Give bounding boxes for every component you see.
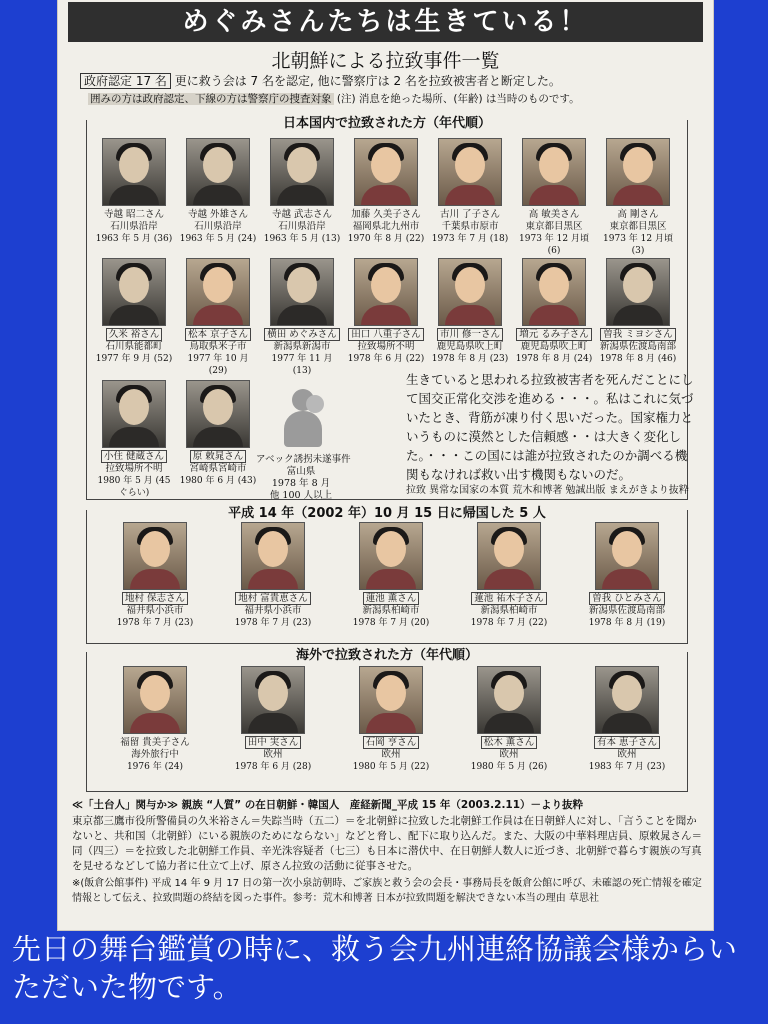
person-place: 新潟県新潟市 bbox=[273, 341, 331, 352]
domestic-heading: 日本国内で拉致された方（年代順） bbox=[87, 112, 687, 131]
legend-text: (注) 消息を絶った場所、(年齢) は当時のものです。 bbox=[336, 93, 580, 105]
document-title: 北朝鮮による拉致事件一覧 bbox=[271, 50, 500, 72]
person-card bbox=[94, 258, 174, 365]
footer-body: 東京都三鷹市役所警備員の久米裕さん＝失踪当時（五二）＝を北朝鮮に拉致した北朝鮮工作員は在日朝鮮人に対し、「言うことを聞かないと、共和国（北朝鮮）にいる親族のためにならない」などと脅し、配下に取り込んだ。また、大阪の中華料理店員、原敕晁さん＝同（四三）＝を拉致した北朝鮮工作員、辛光洙容疑者（七三）も日本に潜伏中、在日朝鮮人数人に近づき、北朝鮮で暮らす親族の写真を見せるなどして協力者に仕立て上げ、原さん拉致の活動に従事させた。 bbox=[72, 815, 702, 872]
person-date: 1978 年 7 月 (23) bbox=[234, 618, 312, 628]
person-card bbox=[262, 258, 342, 377]
person-name: 地村 富貴恵さん bbox=[235, 592, 311, 605]
person-card bbox=[262, 138, 342, 245]
portrait-photo bbox=[354, 258, 418, 326]
portrait-photo bbox=[606, 138, 670, 206]
person-date: 1978 年 8 月 (24) bbox=[515, 354, 593, 364]
person-place: 石川県沿岸 bbox=[110, 221, 158, 232]
person-date: 1977 年 9 月 (52) bbox=[95, 354, 173, 364]
avec-incident bbox=[256, 385, 351, 502]
person-date: 1978 年 8 月 (46) bbox=[599, 354, 677, 364]
person-place: 新潟県佐渡島南部 bbox=[588, 605, 665, 616]
legend-highlight: 囲みの方は政府認定、下線の方は警察庁の捜査対象 bbox=[90, 93, 332, 105]
person-place: 石川県沿岸 bbox=[194, 221, 242, 232]
person-date: 1980 年 6 月 (43) bbox=[179, 476, 257, 486]
person-name: 原 敕晁さん bbox=[190, 450, 247, 463]
overseas-heading: 海外で拉致された方（年代順） bbox=[87, 644, 687, 663]
person-name: 高 敏美さん bbox=[528, 209, 580, 220]
person-name: 松木 薫さん bbox=[481, 736, 538, 749]
person-date: 1973 年 12 月頃 (6) bbox=[519, 234, 589, 256]
person-card bbox=[178, 258, 258, 377]
returned-heading: 平成 14 年（2002 年）10 月 15 日に帰国した 5 人 bbox=[87, 502, 687, 521]
legend-note bbox=[88, 91, 708, 106]
person-date: 1973 年 12 月頃 (3) bbox=[603, 234, 673, 256]
portrait-photo bbox=[270, 138, 334, 206]
person-name: 寺越 外雄さん bbox=[187, 209, 249, 220]
person-name: 蓮池 祐木子さん bbox=[471, 592, 547, 605]
person-place: 福井県小浜市 bbox=[126, 605, 184, 616]
person-name: 福留 貴美子さん bbox=[120, 737, 190, 748]
portrait-photo bbox=[186, 380, 250, 448]
person-card bbox=[98, 522, 212, 629]
person-card bbox=[452, 522, 566, 629]
intro-text: 更に救う会は 7 名を認定, 他に警察庁は 2 名を拉致被害者と断定した。 bbox=[174, 74, 561, 88]
person-card bbox=[98, 666, 212, 773]
person-place: 石川県能都町 bbox=[105, 341, 163, 352]
caption: 先日の舞台鑑賞の時に、救う会九州連絡協議会様からいただいた物です。 bbox=[12, 932, 738, 1004]
person-card bbox=[94, 138, 174, 245]
person-place: 東京都目黒区 bbox=[525, 221, 583, 232]
person-name: 古川 了子さん bbox=[439, 209, 501, 220]
person-place: 東京都目黒区 bbox=[609, 221, 667, 232]
flyer bbox=[58, 0, 713, 930]
portrait-photo bbox=[102, 258, 166, 326]
person-date: 1963 年 5 月 (13) bbox=[263, 234, 341, 244]
silhouette-icon bbox=[270, 385, 332, 451]
person-name: 高 剛さん bbox=[617, 209, 659, 220]
person-date: 1963 年 5 月 (24) bbox=[179, 234, 257, 244]
portrait-photo bbox=[123, 666, 187, 734]
avec-line1: アベック誘拐未遂事件 bbox=[256, 454, 351, 465]
person-name: 加藤 久美子さん bbox=[351, 209, 421, 220]
person-card bbox=[514, 138, 594, 257]
person-place: 欧州 bbox=[381, 749, 401, 760]
person-date: 1978 年 8 月 (23) bbox=[431, 354, 509, 364]
person-name: 横田 めぐみさん bbox=[264, 328, 340, 341]
person-date: 1980 年 5 月 (26) bbox=[470, 762, 548, 772]
portrait-photo bbox=[102, 138, 166, 206]
person-card bbox=[178, 380, 258, 487]
portrait-photo bbox=[270, 258, 334, 326]
person-date: 1970 年 8 月 (22) bbox=[347, 234, 425, 244]
person-place: 欧州 bbox=[617, 749, 637, 760]
footer-heading: ≪「土台人」関与か≫ 親族 “人質” の在日朝鮮・韓国人 産経新聞_平成 15 年（2003.2.11）－より抜粋 bbox=[72, 799, 584, 811]
person-date: 1973 年 7 月 (18) bbox=[431, 234, 509, 244]
person-card bbox=[598, 138, 678, 257]
person-place: 新潟県柏崎市 bbox=[362, 605, 420, 616]
portrait-photo bbox=[438, 258, 502, 326]
person-card bbox=[598, 258, 678, 365]
person-card bbox=[430, 258, 510, 365]
person-name: 蓮池 薫さん bbox=[363, 592, 420, 605]
person-name: 小住 健蔵さん bbox=[101, 450, 167, 463]
portrait-photo bbox=[241, 666, 305, 734]
person-date: 1978 年 7 月 (23) bbox=[116, 618, 194, 628]
person-date: 1978 年 7 月 (22) bbox=[470, 618, 548, 628]
person-date: 1963 年 5 月 (36) bbox=[95, 234, 173, 244]
portrait-photo bbox=[123, 522, 187, 590]
person-name: 田口 八重子さん bbox=[348, 328, 424, 341]
person-name: 曽我 ひとみさん bbox=[589, 592, 665, 605]
person-name: 久米 裕さん bbox=[106, 328, 163, 341]
portrait-photo bbox=[595, 522, 659, 590]
portrait-photo bbox=[186, 138, 250, 206]
person-card bbox=[334, 666, 448, 773]
person-date: 1977 年 11 月 (13) bbox=[271, 354, 333, 376]
person-name: 田中 実さん bbox=[245, 736, 302, 749]
person-card bbox=[346, 258, 426, 365]
person-date: 1980 年 5 月 (22) bbox=[352, 762, 430, 772]
portrait-photo bbox=[241, 522, 305, 590]
person-card bbox=[216, 666, 330, 773]
person-date: 1983 年 7 月 (23) bbox=[588, 762, 666, 772]
statement-body: 生きていると思われる拉致被害者を死んだことにして国交正常化交渉を進める・・・。私はこれに気づいたとき、背筋が凍り付く思いだった。国家権力というものに漠然とした信頼感・・は大きく変化した。・・・この国には誰が拉致されたのか調べる機関もなければ救い出す機関もないのだ。 bbox=[406, 372, 694, 482]
portrait-photo bbox=[359, 522, 423, 590]
person-place: 海外旅行中 bbox=[131, 749, 179, 760]
person-date: 1978 年 8 月 (19) bbox=[588, 618, 666, 628]
person-place: 拉致場所不明 bbox=[357, 341, 415, 352]
portrait-photo bbox=[595, 666, 659, 734]
person-name: 寺越 武志さん bbox=[271, 209, 333, 220]
person-name: 曽我 ミヨシさん bbox=[600, 328, 676, 341]
person-date: 1978 年 6 月 (22) bbox=[347, 354, 425, 364]
person-name: 増元 るみ子さん bbox=[516, 328, 592, 341]
person-place: 千葉県市原市 bbox=[441, 221, 499, 232]
person-place: 鳥取県米子市 bbox=[189, 341, 247, 352]
person-date: 1976 年 (24) bbox=[126, 762, 184, 772]
person-place: 欧州 bbox=[263, 749, 283, 760]
person-card bbox=[452, 666, 566, 773]
portrait-photo bbox=[186, 258, 250, 326]
person-name: 地村 保志さん bbox=[122, 592, 188, 605]
person-name: 有本 恵子さん bbox=[594, 736, 660, 749]
person-name: 石岡 亨さん bbox=[363, 736, 420, 749]
person-card bbox=[514, 258, 594, 365]
person-card bbox=[178, 138, 258, 245]
portrait-photo bbox=[102, 380, 166, 448]
banner-title: めぐみさんたちは生きている！ bbox=[68, 2, 703, 42]
person-place: 拉致場所不明 bbox=[105, 463, 163, 474]
person-place: 鹿児島県吹上町 bbox=[520, 341, 588, 352]
person-name: 市川 修一さん bbox=[437, 328, 503, 341]
portrait-photo bbox=[359, 666, 423, 734]
person-date: 1977 年 10 月 (29) bbox=[187, 354, 249, 376]
person-card bbox=[570, 666, 684, 773]
person-place: 福岡県北九州市 bbox=[352, 221, 420, 232]
person-date: 1978 年 7 月 (20) bbox=[352, 618, 430, 628]
avec-line3: 1978 年 8 月 bbox=[271, 478, 331, 489]
statement-quote bbox=[406, 370, 696, 498]
person-date: 1978 年 6 月 (28) bbox=[234, 762, 312, 772]
person-place: 鹿児島県吹上町 bbox=[436, 341, 504, 352]
intro-line bbox=[80, 72, 700, 89]
portrait-photo bbox=[606, 258, 670, 326]
footer-note: ※(飯倉公館事件) 平成 14 年 9 月 17 日の第一次小泉訪朝時、ご家族と救う会の会長・事務局長を飯倉公館に呼び、未確認の死亡情報を確定情報として伝え、拉致問題の終結を図った事件。参考：荒木和博著 日本が拉致問題を解決できない本当の理由 草思社 bbox=[72, 878, 702, 904]
person-card bbox=[430, 138, 510, 245]
person-date: 1980 年 5 月 (45 ぐらい) bbox=[97, 476, 171, 498]
person-card bbox=[334, 522, 448, 629]
person-place: 宮崎県宮崎市 bbox=[189, 463, 247, 474]
government-count-box: 政府認定 17 名 bbox=[80, 73, 171, 89]
person-place: 新潟県佐渡島南部 bbox=[599, 341, 676, 352]
portrait-photo bbox=[438, 138, 502, 206]
person-card bbox=[570, 522, 684, 629]
portrait-photo bbox=[477, 666, 541, 734]
avec-line2: 富山県 bbox=[286, 466, 316, 477]
portrait-photo bbox=[354, 138, 418, 206]
person-card bbox=[346, 138, 426, 245]
person-name: 寺越 昭二さん bbox=[103, 209, 165, 220]
person-place: 石川県沿岸 bbox=[278, 221, 326, 232]
person-card bbox=[94, 380, 174, 499]
portrait-photo bbox=[522, 138, 586, 206]
portrait-photo bbox=[522, 258, 586, 326]
person-place: 福井県小浜市 bbox=[244, 605, 302, 616]
portrait-photo bbox=[477, 522, 541, 590]
person-place: 欧州 bbox=[499, 749, 519, 760]
statement-source: 拉致 異常な国家の本質 荒木和博著 勉誠出版 まえがきより抜粋 bbox=[406, 485, 689, 496]
person-place: 新潟県柏崎市 bbox=[480, 605, 538, 616]
person-card bbox=[216, 522, 330, 629]
person-name: 松本 京子さん bbox=[185, 328, 251, 341]
avec-line4: 他 100 人以上 bbox=[269, 490, 333, 501]
